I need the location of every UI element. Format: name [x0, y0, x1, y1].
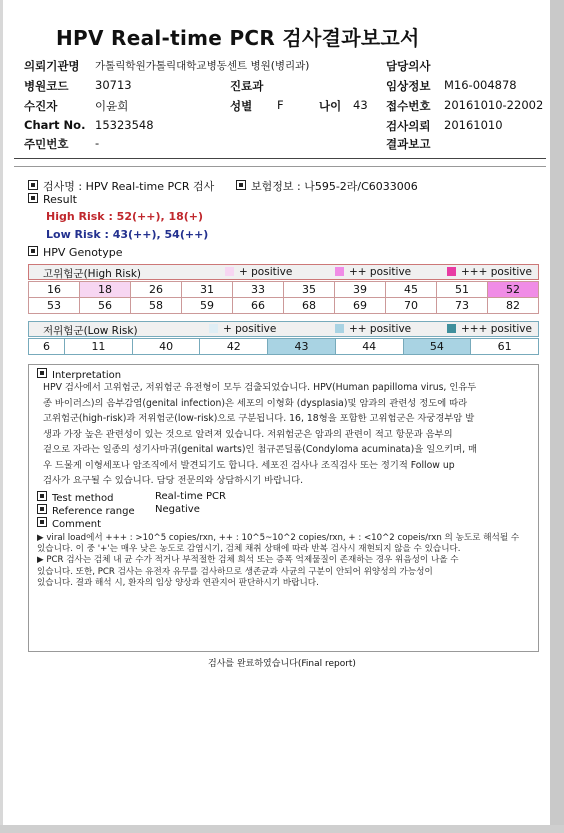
high-genotype-18: 18 [80, 282, 131, 298]
low-genotype-54: 54 [403, 339, 471, 355]
age-value: 43 [353, 98, 368, 112]
header-divider [14, 158, 546, 159]
interpretation-line: 종 바이러스)의 음부감염(genital infection)은 세포의 이형화 (dysplasia)및 암과의 관련성 정도에 따라 [43, 397, 468, 409]
low-risk-result: Low Risk : 43(++), 54(++) [46, 228, 209, 241]
label-dept: 진료과 [230, 79, 264, 93]
report-title: HPV Real-time PCR 검사결과보고서 [56, 26, 420, 50]
org-name: 가톨릭학원가톨릭대학교병동센트 병원(병리과) [95, 60, 310, 72]
low-genotype-40: 40 [132, 339, 200, 355]
comment-heading: Comment [37, 517, 101, 530]
swatch-high-1 [225, 267, 234, 276]
label-receipt-no: 접수번호 [386, 99, 431, 113]
interpretation-line: 겉으로 자라는 일종의 성기사마귀(genital warts)인 첨규콘딜롬(Condyloma acuminata)을 일으키며, 매 [43, 444, 478, 455]
exam-name-text: 검사명 : HPV Real-time PCR 검사 [43, 180, 215, 193]
label-patient: 수진자 [24, 99, 58, 113]
high-genotype-66: 66 [233, 298, 284, 314]
label-org: 의뢰기관명 [24, 59, 80, 73]
high-risk-group-name: 고위험군(High Risk) [43, 268, 141, 280]
label-age: 나이 [319, 99, 342, 113]
interpretation-line: 우 드물게 이형세포나 암조직에서 발견되기도 합니다. 세포진 검사나 조직검사 또는 정기적 Follow up [43, 459, 455, 471]
legend-plus-plus: ++ positive [335, 266, 411, 278]
section-box-icon [236, 180, 246, 190]
high-genotype-31: 31 [182, 282, 233, 298]
swatch-low-1 [209, 324, 218, 333]
label-request-date: 검사의뢰 [386, 119, 431, 133]
section-box-icon [28, 193, 38, 203]
label-sex: 성별 [230, 99, 253, 113]
table-row [29, 298, 539, 314]
label-doctor: 담당의사 [386, 59, 431, 73]
high-genotype-82: 82 [488, 298, 539, 314]
legend-plus: + positive [225, 266, 292, 278]
interpretation-line: 생과 가장 높은 관련성이 있는 것으로 알려져 있습니다. 저위험군은 암과의 관련이 적고 항문과 음부의 [43, 428, 453, 440]
high-genotype-39: 39 [335, 282, 386, 298]
high-risk-genotype-table [28, 281, 539, 314]
comment-line: 있습니다. 이 중 '+'는 매우 낮은 농도로 감염시기, 검체 채취 상태에 따라 반복 검사시 재현되지 않을 수 있습니다. [37, 544, 461, 555]
genotype-heading [28, 246, 123, 259]
reference-range-row: Reference range [37, 504, 135, 517]
clinical-info: M16-004878 [444, 78, 517, 92]
window-scrollbar[interactable] [550, 0, 564, 833]
comment-line: 있습니다. 또한, PCR 검사는 유전자 유무를 검사하므로 생존균과 사균의 구분이 안되어 위양성의 가능성이 [37, 566, 433, 577]
insurance-info [236, 178, 418, 194]
test-method-value: Real-time PCR [155, 491, 226, 502]
patient-name: 이윤희 [95, 99, 129, 113]
page-left-edge [0, 0, 3, 833]
high-genotype-16: 16 [29, 282, 80, 298]
high-genotype-70: 70 [386, 298, 437, 314]
low-genotype-11: 11 [65, 339, 133, 355]
legend-plus-plus-plus: +++ positive [447, 323, 532, 335]
legend-plus: + positive [209, 323, 276, 335]
low-risk-group-name: 저위험군(Low Risk) [43, 325, 138, 337]
final-report-note: 검사를 완료하였습니다(Final report) [208, 659, 356, 669]
high-risk-legend [28, 264, 539, 280]
high-genotype-45: 45 [386, 282, 437, 298]
comment-line: 있습니다. 결과 해석 시, 환자의 임상 양상과 연관지어 판단하시기 바랍니다. [37, 577, 319, 588]
interpretation-line: 고위험군(high-risk)과 저위험군(low-risk)으로 구분됩니다. 16, 18형을 포함한 고위험군은 자궁경부암 발 [43, 413, 475, 424]
chart-no: 15323548 [95, 118, 154, 132]
insurance-text: 보험정보 : 나595-2라/C6033006 [251, 180, 418, 193]
label-hospital-code: 병원코드 [24, 79, 69, 93]
low-genotype-44: 44 [335, 339, 403, 355]
high-genotype-56: 56 [80, 298, 131, 314]
low-risk-legend [28, 321, 539, 337]
table-row [29, 282, 539, 298]
swatch-low-2 [335, 324, 344, 333]
genotype-heading-text: HPV Genotype [43, 246, 123, 259]
table-row [29, 339, 539, 355]
comment-line: ▶ PCR 검사는 검체 내 균 수가 적거나 부적절한 검체 희석 또는 증폭 억제물질이 존재하는 경우 위음성이 나올 수 [37, 555, 459, 566]
low-genotype-42: 42 [200, 339, 268, 355]
high-genotype-35: 35 [284, 282, 335, 298]
result-heading-text: Result [43, 193, 77, 206]
high-genotype-33: 33 [233, 282, 284, 298]
low-genotype-6: 6 [29, 339, 65, 355]
high-genotype-69: 69 [335, 298, 386, 314]
swatch-high-2 [335, 267, 344, 276]
high-genotype-58: 58 [131, 298, 182, 314]
interpretation-line: 검사가 요구될 수 있습니다. 담당 전문의와 상담하시기 바랍니다. [43, 475, 304, 486]
swatch-low-3 [447, 324, 456, 333]
header-divider-thin [14, 166, 546, 167]
sex-value: F [277, 98, 284, 112]
interpretation-box [28, 364, 539, 652]
hospital-code: 30713 [95, 78, 132, 92]
label-chart-no: Chart No. [24, 118, 86, 132]
high-genotype-53: 53 [29, 298, 80, 314]
high-genotype-73: 73 [437, 298, 488, 314]
exam-name [28, 178, 214, 194]
high-genotype-51: 51 [437, 282, 488, 298]
high-risk-result: High Risk : 52(++), 18(+) [46, 210, 204, 223]
label-resident-no: 주민번호 [24, 137, 69, 151]
section-box-icon [37, 517, 47, 527]
resident-no: - [95, 136, 100, 150]
high-genotype-26: 26 [131, 282, 182, 298]
low-risk-genotype-table [28, 338, 539, 355]
low-genotype-43: 43 [268, 339, 336, 355]
page-bottom-edge [0, 825, 564, 833]
test-method-row: Test method [37, 491, 114, 504]
low-genotype-61: 61 [471, 339, 539, 355]
result-heading [28, 193, 77, 206]
high-genotype-59: 59 [182, 298, 233, 314]
swatch-high-3 [447, 267, 456, 276]
interpretation-heading: Interpretation [37, 368, 121, 381]
request-date: 20161010 [444, 118, 503, 132]
section-box-icon [28, 180, 38, 190]
section-box-icon [37, 368, 47, 378]
legend-plus-plus-plus: +++ positive [447, 266, 532, 278]
section-box-icon [28, 246, 38, 256]
high-genotype-52: 52 [488, 282, 539, 298]
label-report-date: 결과보고 [386, 137, 431, 151]
comment-line: ▶ viral load에서 +++ : >10^5 copies/rxn, ++ : 10^5~10^2 copies/rxn, + : <10^2 copeis/rxn 의 농도로 해석될 수 [37, 533, 520, 543]
legend-plus-plus: ++ positive [335, 323, 411, 335]
section-box-icon [37, 504, 47, 514]
reference-range-value: Negative [155, 504, 200, 515]
section-box-icon [37, 491, 47, 501]
high-genotype-68: 68 [284, 298, 335, 314]
label-clinical-info: 임상정보 [386, 79, 431, 93]
interpretation-line: HPV 검사에서 고위험군, 저위험군 유전형이 모두 검출되었습니다. HPV(Human papilloma virus, 인유두 [43, 382, 477, 393]
receipt-no: 20161010-22002 [444, 98, 544, 112]
